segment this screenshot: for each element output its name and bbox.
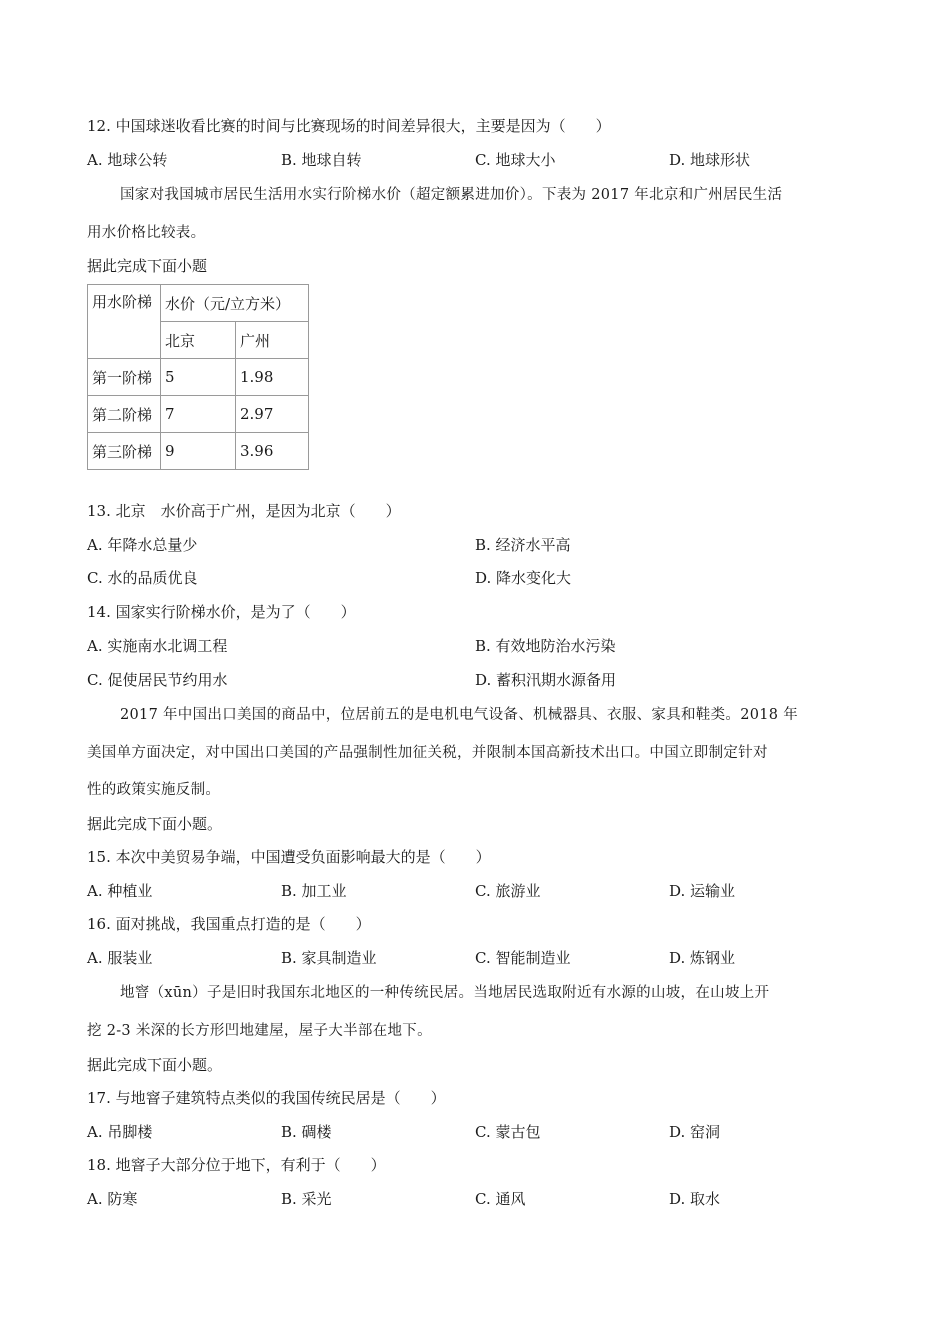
header-guangzhou-cell: 广州 [236,322,309,359]
header-beijing-cell: 北京 [161,322,236,359]
q17-option-a: A. 吊脚楼 [87,1123,153,1141]
q12-option-d: D. 地球形状 [669,151,751,169]
tier-cell: 第一阶梯 [88,359,161,396]
passage-1-line-1: 国家对我国城市居民生活用水实行阶梯水价（超定额累进加价）。下表为 2017 年北京和广州居民生活 [120,187,783,203]
passage-3-line-1: 地窨（xūn）子是旧时我国东北地区的一种传统民居。当地居民选取附近有水源的山坡，在山坡上开 [120,985,770,1001]
q17-option-d: D. 窑洞 [669,1123,721,1141]
q12-option-c: C. 地球大小 [475,151,556,169]
q15-option-d: D. 运输业 [669,882,736,900]
q12-option-a: A. 地球公转 [87,151,168,169]
q13-option-c: C. 水的品质优良 [87,569,198,587]
passage-1-line-2: 用水价格比较表。 [87,225,206,241]
guangzhou-price-cell: 2.97 [236,396,309,433]
q18-option-b: B. 采光 [281,1190,332,1208]
q14-option-c: C. 促使居民节约用水 [87,671,228,689]
beijing-price-cell: 5 [161,359,236,396]
passage-2-line-3: 性的政策实施反制。 [87,782,221,798]
question-16-stem: 16. 面对挑战，我国重点打造的是（ ） [87,915,371,933]
passage-2-line-1: 2017 年中国出口美国的商品中，位居前五的是电机电气设备、机械器具、衣服、家具和鞋类。2018 年 [120,707,799,723]
q13-option-b: B. 经济水平高 [475,536,571,554]
q16-option-c: C. 智能制造业 [475,949,571,967]
passage-3-line-2: 挖 2-3 米深的长方形凹地建屋，屋子大半部在地下。 [87,1023,432,1039]
q16-option-b: B. 家具制造业 [281,949,377,967]
guangzhou-price-cell: 3.96 [236,433,309,470]
question-17-stem: 17. 与地窨子建筑特点类似的我国传统民居是（ ） [87,1089,446,1107]
table-header-row [88,285,309,322]
q15-option-a: A. 种植业 [87,882,153,900]
tier-cell: 第三阶梯 [88,433,161,470]
table-row [88,433,309,470]
q16-option-a: A. 服装业 [87,949,153,967]
question-18-stem: 18. 地窨子大部分位于地下，有利于（ ） [87,1156,386,1174]
passage-1-lead: 据此完成下面小题 [87,257,208,275]
header-tier-cell: 用水阶梯 [88,285,161,359]
beijing-price-cell: 7 [161,396,236,433]
water-price-table [87,284,309,470]
q14-option-a: A. 实施南水北调工程 [87,637,228,655]
q18-option-a: A. 防寒 [87,1190,138,1208]
q17-option-c: C. 蒙古包 [475,1123,541,1141]
guangzhou-price-cell: 1.98 [236,359,309,396]
q16-option-d: D. 炼钢业 [669,949,736,967]
table-row [88,359,309,396]
question-12-stem: 12. 中国球迷收看比赛的时间与比赛现场的时间差异很大，主要是因为（ ） [87,117,611,135]
q17-option-b: B. 碉楼 [281,1123,332,1141]
question-14-stem: 14. 国家实行阶梯水价，是为了（ ） [87,603,356,621]
question-13-stem: 13. 北京 水价高于广州，是因为北京（ ） [87,502,401,520]
q15-option-b: B. 加工业 [281,882,347,900]
header-price-cell: 水价（元/立方米） [161,285,309,322]
q12-option-b: B. 地球自转 [281,151,362,169]
question-15-stem: 15. 本次中美贸易争端，中国遭受负面影响最大的是（ ） [87,848,491,866]
passage-2-lead: 据此完成下面小题。 [87,815,223,833]
passage-3-lead: 据此完成下面小题。 [87,1056,223,1074]
beijing-price-cell: 9 [161,433,236,470]
q14-option-d: D. 蓄积汛期水源备用 [475,671,617,689]
q18-option-c: C. 通风 [475,1190,526,1208]
tier-cell: 第二阶梯 [88,396,161,433]
q13-option-d: D. 降水变化大 [475,569,572,587]
passage-2-line-2: 美国单方面决定，对中国出口美国的产品强制性加征关税，并限制本国高新技术出口。中国立即制定针对 [87,745,768,761]
q14-option-b: B. 有效地防治水污染 [475,637,616,655]
q13-option-a: A. 年降水总量少 [87,536,198,554]
q18-option-d: D. 取水 [669,1190,721,1208]
table-row [88,396,309,433]
q15-option-c: C. 旅游业 [475,882,541,900]
